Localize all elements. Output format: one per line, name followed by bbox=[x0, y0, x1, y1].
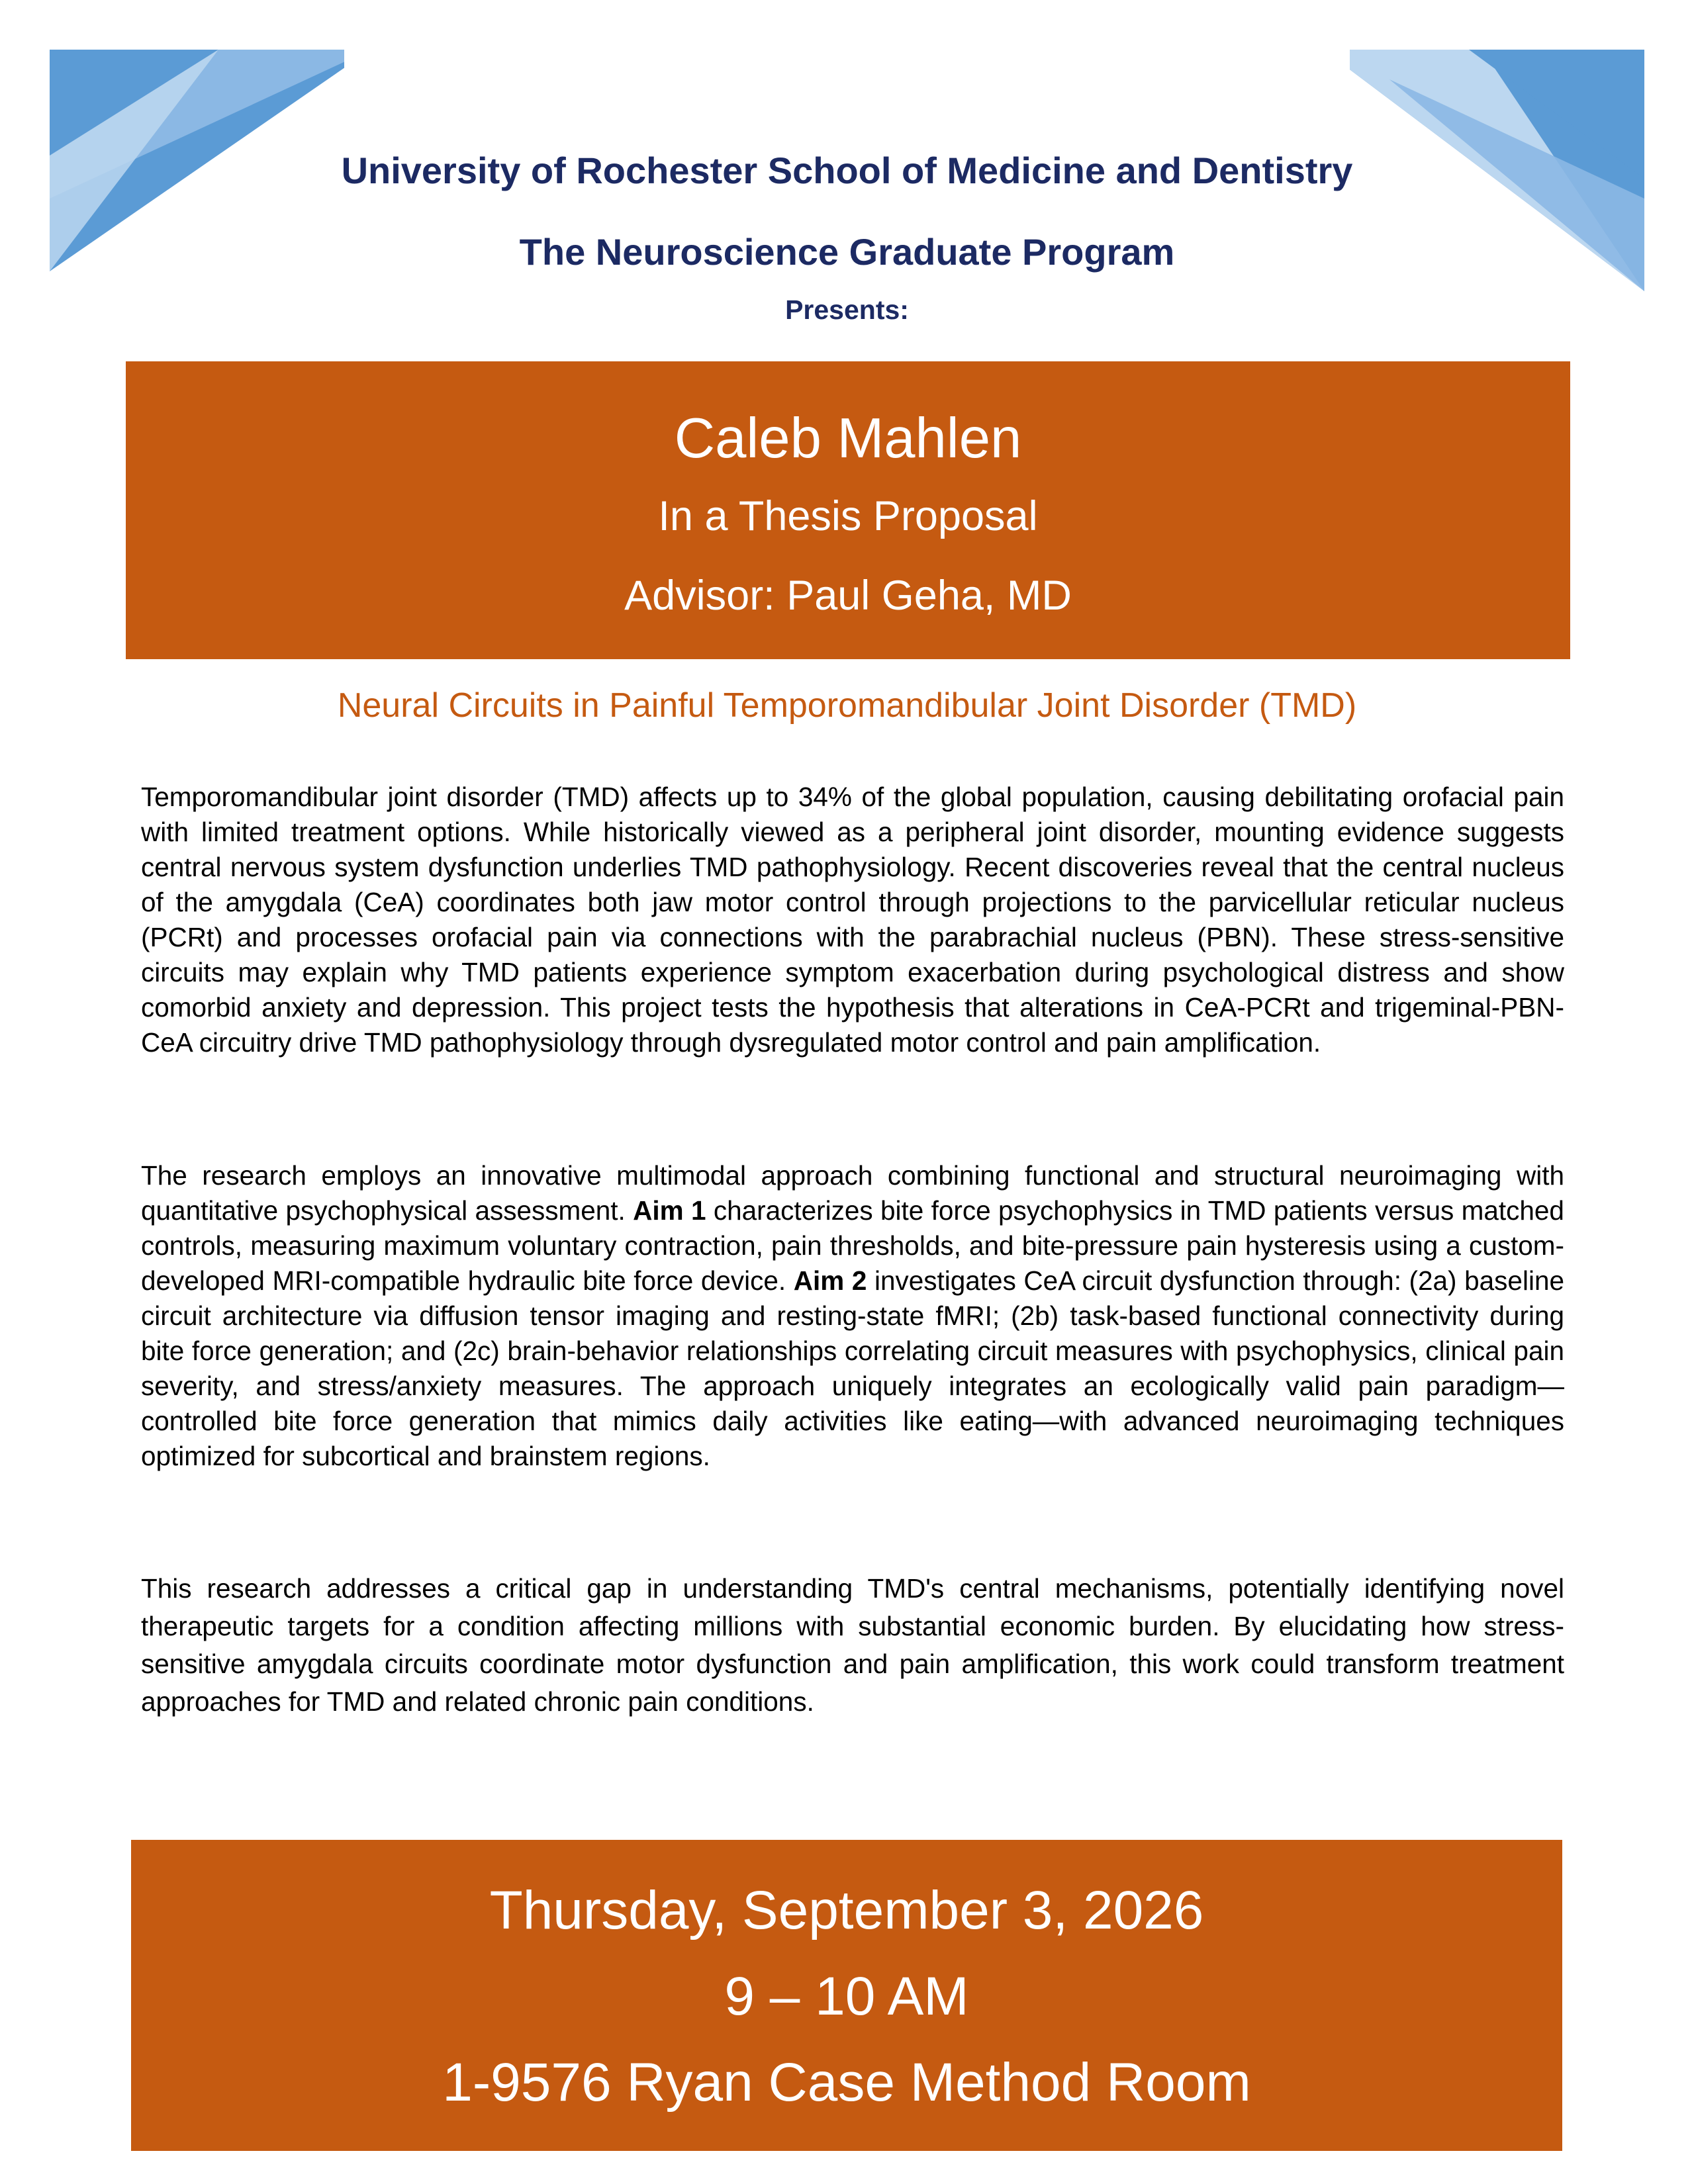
event-location: 1-9576 Ryan Case Method Room bbox=[442, 2052, 1251, 2113]
advisor-name: Advisor: Paul Geha, MD bbox=[624, 572, 1072, 619]
abstract-paragraph-1: Temporomandibular joint disorder (TMD) affects up to 34% of the global population, causing debilitating orofacial pain with limited treatment options. While historically viewed as a peripheral joint disorder, mounting evidence suggests central nervous system dysfunction underlies TMD pathophysiology. Recent discoveries reveal that the central nucleus of the amygdala (CeA) coordinates both jaw motor control through projections to the parvicellular reticular nucleus (PCRt) and processes orofacial pain via connections with the parabrachial nucleus (PBN). These stress-sensitive circuits may explain why TMD patients experience symptom exacerbation during psychological distress and show comorbid anxiety and depression. This project tests the hypothesis that alterations in CeA-PCRt and trigeminal-PBN-CeA circuitry drive TMD pathophysiology through dysregulated motor control and pain amplification. bbox=[141, 782, 1564, 1058]
aims-intro: The research employs an innovative multimodal approach combining functional and structural neuroimaging with quantitative psychophysical assessment. bbox=[141, 1160, 1564, 1226]
university-heading: University of Rochester School of Medicine and Dentistry bbox=[341, 150, 1353, 191]
presents-label: Presents: bbox=[785, 295, 909, 325]
event-details-banner bbox=[131, 1840, 1562, 2151]
abstract-paragraph-3: This research addresses a critical gap in understanding TMD's central mechanisms, potentially identifying novel therapeutic targets for a condition affecting millions with substantial economic burden. By elucidating how stress-sensitive amygdala circuits coordinate motor dysfunction and pain amplification, this work could transform treatment approaches for TMD and related chronic pain conditions. bbox=[141, 1573, 1564, 1717]
aim-2-text: investigates CeA circuit dysfunction through: (2a) baseline circuit architecture via diffusion tensor imaging and resting-state fMRI; (2b) task-based functional connectivity during bite force generation; and (2c) brain-behavior relationships correlating circuit measures with psychophysics, clinical pain severity, and stress/anxiety measures. The approach uniquely integrates an ecologically valid pain paradigm—controlled bite force generation that mimics daily activities like eating—with advanced neuroimaging techniques optimized for subcortical and brainstem regions. bbox=[141, 1265, 1564, 1471]
aim-2-label: Aim 2 bbox=[793, 1265, 867, 1296]
speaker-name: Caleb Mahlen bbox=[674, 407, 1022, 470]
program-heading: The Neuroscience Graduate Program bbox=[519, 231, 1175, 273]
aim-1-text: characterizes bite force psychophysics in TMD patients versus matched controls, measuring maximum voluntary contraction, pain thresholds, and bite-pressure pain hysteresis using a custom-developed MRI-compatible hydraulic bite force device. bbox=[141, 1195, 1564, 1296]
talk-title: Neural Circuits in Painful Temporomandibular Joint Disorder (TMD) bbox=[337, 686, 1357, 725]
event-time: 9 – 10 AM bbox=[724, 1966, 969, 2026]
event-date: Thursday, September 3, 2026 bbox=[489, 1880, 1204, 1940]
aim-1-label: Aim 1 bbox=[633, 1195, 706, 1226]
abstract-paragraph-2 bbox=[141, 1158, 1564, 1474]
event-type: In a Thesis Proposal bbox=[658, 493, 1038, 539]
speaker-banner bbox=[126, 361, 1570, 659]
